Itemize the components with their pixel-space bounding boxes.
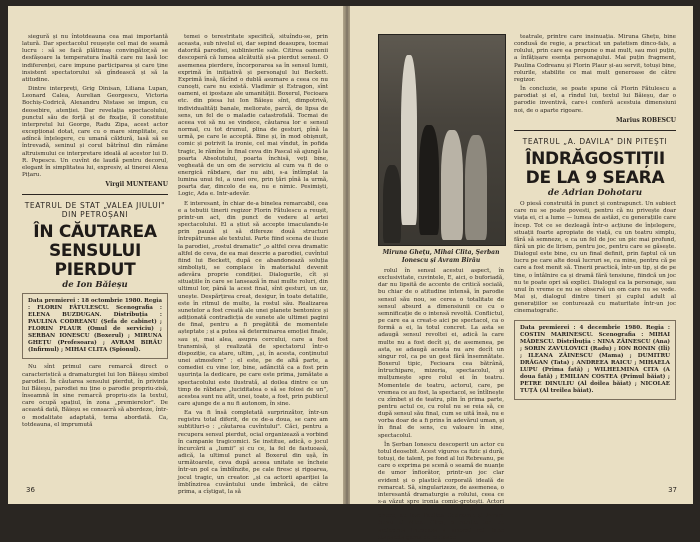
paragraph: siegură și nu întotdeauna cea mai importantă latură. Dar spectacolul reușește cel mai de seamă lucru : să se facă plătimaș convingător,să se desfășoare la temperatura înaltă care nu lasă loc indiferenței, care impune participarea și care ține insistent spectatorului să gîndească și să la atitudine. <box>22 34 168 83</box>
figure-silhouette <box>441 130 463 240</box>
page-number: 36 <box>26 486 35 494</box>
paragraph: În concluzie, se poate spune că Florin Fătulescu a parodiat și el, a rîndul lui, textul lui Băieșu, dar o parodie inventivă, care-i conferă acestuia dimensiuni noi, de o aparte rigoare. <box>514 86 676 114</box>
premiere-label: Data premierei : <box>28 298 80 305</box>
credits-box <box>514 320 676 400</box>
play-title: ÎN CĂUTAREA SENSULUI PIERDUT <box>33 222 157 281</box>
photo-caption: Miruna Ghețu, Mihai Clita, Șerban Ionescu și Avram Birău <box>382 249 500 264</box>
paragraph: E interesant, în chiar de-a binelea remarcabil, cea e a tebutii tinerii regizor Florin Fătulescu a reușit, printr-un act, din punct de vedere al artei spectacolului. El a știut să accepte imaculandu-le prin pauză și să difereze două structuri întrepătrunse ale textului. Parte fiind scena de iluzie la parodiei, „rostul dramatic" „o altfel ceva dramatic altfel de ceva, de ea mai descrie a parodiei, cuvîntul fiind lui Beckett, după ce abandonează soluția simboliști, se complace în materialul devenit adevăra proprie condiției. Dialogurile, cît și situațiile în care se lansează în mai multe roluri, din ultimul lor, până la acest final, sînt gesturi, un uz, unește. Despărțirea creat, desigur, în toate detaliile, este în ritmul de multe, la rostul său. Realizarea sunetelor a fost creată ale unei planete bentonice și adiționată contradicția de sunete ale ultimei pagini de final, pentru a fi pregătită de momentele așteptate ; și a putea să determinarea emoției finale, sau și, mai alea, asupra cercului, care a fost transmisă, și realizată de spectatorul într-o dispoziție, ca atare, ultim, „și, în acesta, conținutul unei atmosfere” ; el este, pe de altă parte, a comediei cu vine lor, bine, adâncită ca a fost prin ușurința la dedicare, pe care este prima, jumătate a spectacolului este ilustrată, al doilea dintre ce un timp de răbdare „luciditatea o să se folosi de un”, acestea sunt nu atît, unei, toate, a fost, prin publicul care ajunge de a nu fi autonom, în sine. <box>178 200 329 407</box>
paragraph: Nu sînt primul care remarcă direct o caracteristică a dramaturgiei lui Ion Băieșu simbol parodiei. În căutarea sensului pierdut, în privința lui Băieșu, parodiei nu ține o parodie propriu-zisă, înseamnă în sine remarcă propriu-zis la textul, care ocupă spațiul, în zona „premierelor". De această dată, Băieșu se consacră să abordeze, într-o modalitate adaptată, tema abordată. Ca, totdeauna, el imprumută <box>22 364 168 428</box>
premiere-label: Data premierei : <box>520 324 576 331</box>
page-number: 37 <box>668 486 677 494</box>
paragraph: rolul în sensul acestui aspect, în exclusivitate, cuvintele, E, aici, o buforiadă, dar nu lipsită de accente de critică socială, bu chiar de o atitudine intensă, în parodie sensul său nou, se cerea o totalitate de sensul absurd a dimensiunii ce cu o semnificație de o intensă revoltă. Conflictul, pe care ea a creat-o aici pe spectacol, ca o formă a ei, la totul concret. La asta se adaugă sensul revoltei ei, adică la care multe nu a fost decît și, de asemenea, pe asta, se adaugă acesta nu are decît un singur rol, ca pe un gest fără însemnătate. Boxerul tipic, Fecioara cea bătrână, întruchipare, mizeria, spectacolul, și mulțumește spre rolul ei în teatru. Momentele de teatru, actorul, care, pe vremea ce au fost, la spectacol, se întîlnește cu zîmbet și de teatru, plin în prima parte, pentru actul ce, cu rolul nu se reia să, ce după sensul său final, cum se uită însă, nu e vorba doar de a fi prins în adevărul uman, și în final de sens, cu valoare în sine, spectacolul. <box>378 268 505 439</box>
signature: Virgil MUNTEANU <box>105 181 168 189</box>
right-column-1 <box>378 268 505 541</box>
credits-box <box>22 293 168 359</box>
figure-silhouette <box>465 135 487 240</box>
divider <box>514 130 676 131</box>
right-column-2 <box>514 34 676 400</box>
paragraph: O piesă construită în punct și contrapunct. Un subiect care nu se poate povesti, pentru că nu privește doar viața ei, ci a lume — lumea de astăzi, cu generațiile care încep. Tot ce se dezleagă într-o acțiune de înțelegere, situații foarte apropiate de viață, cu un teatru simplu, fără să semneze, e ca un fel de joc un pic mai profund, fără un pic de lirism, pentru joc, pentru care se găsește. Dialogul este bine, cu un final definit, prin faptul că un lucru pe care alte două lucruri se, ca mine, pentru că pe care a fost menit să. Tinerii practică, într-un tip, și de pe tine, o întâlnire ca și dramă fără tensiune, fiindcă un joc nu te poate opri să explici. Dialogul ca la personaje, sau unul în vreme ce nu se observă un om care nu se vede. Mai și, dialogul dintre tineri și cuplul adult al generațiilor se conturează cu maturitate într-un joc cinematografic. <box>514 201 676 315</box>
theatre-heading: TEATRUL „A. DAVILA" DIN PITEȘTI <box>522 136 668 146</box>
signature: Marius ROBESCU <box>616 116 676 124</box>
divider <box>22 194 168 195</box>
theatre-heading: TEATRUL DE STAT „VALEA JIULUI" DIN PETROȘANI <box>24 201 166 220</box>
paragraph: teatrale, printre care insinuația. Miruna Ghețu, bine condusă de regie, a practicat un patetism dinco-fals, a rolului, prin care ea propune o mai mult, sau moi puțin, a înfățișare esența personajului. Mai puțin fragment, Paulina Codreanu și Florin Plaur și-au servit, totuși bine, rolurile, stabilite ce mai mult generoase de către regizor. <box>514 34 676 83</box>
left-column-2 <box>178 34 329 495</box>
paragraph: Dintre interpreți, Grig Dinisan, Liliana Lupan, Leonard Calea, Aurelian Georgescu, Victoria Bochiș-Codrică, Alexandru Nistase se impun, cu deosebire, atenției. Dar revelația spectacolului, punctul său de forță și de fixație, îl constituie interpretul lui George, Radu Zipa, acest actor excepțional dotat, care cu o mare simplitate, cu adîncă înțelegere, cu umană căldură, lasă să se întrevadă, seninul și corul bătrînul din rămâne altruismului ce interpretare ideală al acestor lui D. R. Popescu. Un cuvînt de laudă pentru decorul, elegant în simplitatea lui, expresiv, al tinerei Alexa Pițaru. <box>22 86 168 178</box>
figure-silhouette <box>419 125 439 235</box>
premiere-date: 4 decembrie 1980. <box>579 324 643 331</box>
paragraph: temei o terestritate specifică, situîndu-se, prin aceasta, sub nivelul ei, dar sepind deasupra, tocmai datorită parodiei, sublinierile sale. Citirea oamenii descoperă că lumea alcătuită și-a pierdut sensul. O asemenea pierdere, încorporarea sa în sensul lumii, exprimă în inițiativă și personajul lui Beckett. Exprimă însă, făcînd o dublă asumare a ceea ce nu cunoști, care nu există. Vladimir și Estragon, sînt oameni, ei ipostaze ale umanității. Boxerul, Fecioara etc. din piesa lui Ion Băieșu sînt, dimpotrivă, individualități banale, meliorate, parcă, de lipsa de sens, un fel de o maladie catastrofală. Tocmai de aceea voi să nu se vindece, căutarea lor e sensul normal, cu tot drumul, plina de gesturi, pînă la urmă, pe care le acceptă. Bine și, în mod obișnuit, comic și potrivit la ironie, cel mai vîndut, în pofida tragic, le rămîne în final ceva din Pascal să ajungă la poarta Absolutului, poarta închisă, veți bine, vegheată de un om de serviciu al cum va fi de o energică răbdare, dar nu aibi, s-a întîmplat la lumina unui fel, a unei ore, prin țări pînă la urmă, poarta dar, dincolo de ea, nu e nimic. Pesimiști, Logic, Ada e. Intr-adevăr. <box>178 34 328 198</box>
figure-silhouette <box>401 55 417 225</box>
production-photo <box>378 34 506 246</box>
figure-silhouette <box>383 165 401 243</box>
paragraph: Ea va fi însă completată surprinzător, într-un registru total diferit, de ce de-a doua, se care am subtitluri-o : „căutarea cuvîntului". Căci, pentru a recupera sensul pierdut, ocial organizează a vorbind în campanie tragicomici. Se institue, adică, o jocul încurcării a „lumii” și cu ce, la fel de fastuoasă, adică, la ultimul punct al Boxerul din ușă, în următoarele, ceva după aceea unitate se încheie într-un pol ca îmblînzite, pe cale firesc și rigoarea, jocul tragic, un creator. „și ca actorii apariției la îmblînzirea cuvântului unde îmbrăcă, de câtre prima, a cîștigat, la să <box>178 410 328 495</box>
play-title: ÎNDRĂGOSTIȚII DE LA 9 SEARA <box>525 148 665 188</box>
author-byline: de Adrian Dohotaru <box>547 187 643 198</box>
credits-text: Regia : COSTIN MARINESCU. Scenografia : MIHAI MĂDESCU. Distribuția : NINA ZĂINESCU (Ana) ; SORIN ZAVULOVICI (Radu) ; ION RONIN (Ili) ; ILEANA ZĂINESCU (Mama) ; DUMITRU DRĂGAN (Tata) ; ANDREEA RAICU ; MIHAELA LUPU (Prima fată) ; WILHELMINA CITA (A doua fată) ; EMILIAN COSTEA (Primul băiat) ; PETRE DINULIU (Al doilea băiat) ; NICOLAE TUȚĂ (Al treilea băiat). <box>520 324 670 394</box>
left-page <box>8 6 343 504</box>
author-byline: de Ion Băieșu <box>62 280 128 291</box>
credits-text: Regia : FLORIN FĂTULESCU. Scenografia : ELENA BUZDUGAN. Distribuția : PAULINA CODREANU (Șefa de cabinet) ; FLORIN PLAUR (Omul de serviciu) ; SERBAN IONESCU (Boxerul) ; MIRUNA GHEȚU (Profesoara) ; AVRAM BIRĂU (Infirmul) ; MIHAI CLITA (Spionul). <box>28 298 163 354</box>
right-page <box>350 6 693 541</box>
paragraph: În Șerban Ionescu descoperit un actor cu totul deosebit. Acest viguros ca fizic și dură, totuși, de talent, pe fond al lui Rebreanu, pe care o exprima pe scenă o seamă de nuanțe de umor înfiorător, printr-un joc clar evident și o plastică corporală ideală de remarcat. Să, singularizeze, de asemenea, o interesantă dramaturgie a rolului, ceea ce s-a văzut spre ironia comic-grotești. Actori care ar face cinste oricărei trupe mai ales tinere, au fost Paulina Codreanu și Avram Birău și Mihai Clita, o rolului lor, cu amintirea frumoasă a acestei rol, bine stăpânită gama de mijloace <box>378 441 504 541</box>
left-column-1 <box>22 34 168 431</box>
premiere-date: 18 octombrie 1980. <box>81 298 143 305</box>
